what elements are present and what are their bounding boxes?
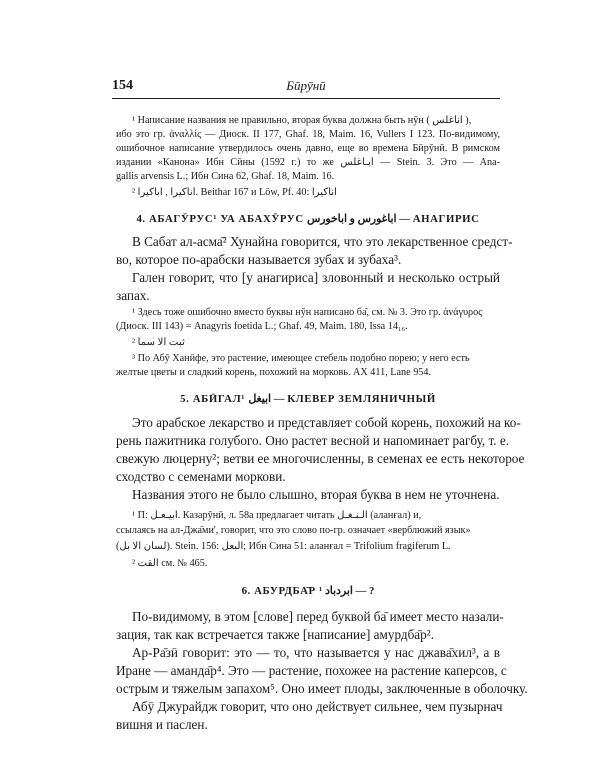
entry-text-line: По-видимому, в этом [слове] перед буквой ба̄ имеет место назали- bbox=[132, 609, 504, 624]
entry-text-line: острым и тяжелым запахом⁵. Оно имеет плоды, заключенные в оболочку. bbox=[116, 681, 528, 696]
entry-text-line: Гален говорит, что [у анагириса] зловонный и несколько острый bbox=[132, 270, 500, 285]
footnote-line: ссылаясь на ал-Джа̄ми', говорит, что это слово по-гр. означает «верблюжий язык» bbox=[116, 525, 471, 536]
footnote-line: издании «Канона» Ибн Сӣны (1592 г.) то же ابـاغلس — Stein. 3. Это — Ana- bbox=[116, 157, 500, 168]
entry-heading-4: 4. АБАГӮРУС¹ УА АБАХӮРУС اباغورس و اباخورس — АНАГИРИС bbox=[136, 213, 480, 225]
entry-text-line: во, которое по-арабски называется зубах и зубаха³. bbox=[116, 252, 402, 267]
entry-text-line: В Сабат ал-асма̄² Хунайна говорится, что это лекарственное средст- bbox=[132, 234, 513, 249]
entry-text-line: рень пажитника голубого. Оно растет весной и напоминает рагбу, т. е. bbox=[116, 433, 510, 448]
entry-text-line: вишня и паслен. bbox=[116, 717, 208, 732]
page-number: 154 bbox=[112, 78, 133, 93]
entry-text-line: свежую люцерну²; ветви ее многочисленны, в семенах ее есть некоторое bbox=[116, 451, 525, 466]
footnote-line: желтые цветы и сладкий корень, похожий на морковь. AX 411, Lane 954. bbox=[116, 367, 432, 378]
footnote-line: ибо это гр. ἀναλλίς — Диоск. II 177, Ghaf. 18, Maim. 16, Vullers I 123. По-видимому, bbox=[116, 129, 500, 140]
entry-heading-6: 6. АБУРДБА̄Р ابردباد ¹ — ? bbox=[241, 585, 375, 597]
header-rule bbox=[112, 98, 500, 99]
footnote-line: ² ثبت الا سما bbox=[132, 337, 185, 348]
entry-heading-5: 5. АБӢГАЛ¹ ابيغل — КЛЕВЕР ЗЕМЛЯНИЧНЫЙ bbox=[180, 393, 436, 405]
footnote-line: ² اناكيرا , اباكيرا. Beithar 167 и Löw, Pf. 40: اناكيرا bbox=[132, 187, 337, 198]
running-title: Бӣрӯнӣ bbox=[286, 78, 326, 93]
entry-text-line: запах. bbox=[116, 288, 150, 303]
footnote-line: ¹ П: ابيـعـل. Казарӯнӣ, л. 58а предлагает читать الـنـغـل (аланғал) и, bbox=[132, 510, 422, 521]
entry-text-line: Иране — аманда̄р⁴. Это — растение, похожее на растение каперсов, с bbox=[116, 663, 507, 678]
footnote-line: ¹ Написание названия не правильно, вторая буква должна быть нӯн ( اناغلس ), bbox=[132, 115, 472, 126]
footnote-line: ³ По Абӯ Ханӣфе, это растение, имеющее стебель подобно порею; у него есть bbox=[132, 353, 470, 364]
footnote-line: ¹ Здесь тоже ошибочно вместо буквы нӯн написано ба̄, см. № 3. Это гр. ἀνάγυρος bbox=[132, 307, 483, 318]
entry-text-line: Это арабское лекарство и представляет собой корень, похожий на ко- bbox=[132, 415, 521, 430]
footnote-line: gallis arvensis L.; Ибн Сина 62, Ghaf. 18, Maim. 16. bbox=[116, 171, 335, 182]
entry-text-line: Ар-Ра̄зӣ говорит: это — то, что называется у нас джава̄хил³, а в bbox=[132, 645, 500, 660]
footnote-line: (Диоск. III 143) = Anagyris foetida L.; Ghaf. 49, Maim. 180, Issa 14₁₆. bbox=[116, 321, 408, 332]
entry-text-line: сходство с семенами моркови. bbox=[116, 469, 286, 484]
entry-text-line: Названия этого не было слышно, вторая буква в нем не уточнена. bbox=[132, 487, 500, 502]
footnote-line: ошибочное написание утвердилось очень давно, еще во времена Бӣрӯнӣ. В римском bbox=[116, 143, 500, 154]
footnote-line: ² القت см. № 465. bbox=[132, 558, 208, 569]
entry-text-line: зация, так как встречается также [написание] амурдба̄р². bbox=[116, 627, 434, 642]
page-header bbox=[112, 78, 500, 96]
footnote-line: (لسان الا بل). Stein. 156: البعل; Ибн Сина 51: аланғал = Trifolium fragiferum L. bbox=[116, 541, 451, 552]
entry-text-line: Абӯ Джурайдж говорит, что оно действует сильнее, чем пузырнач bbox=[132, 699, 503, 714]
